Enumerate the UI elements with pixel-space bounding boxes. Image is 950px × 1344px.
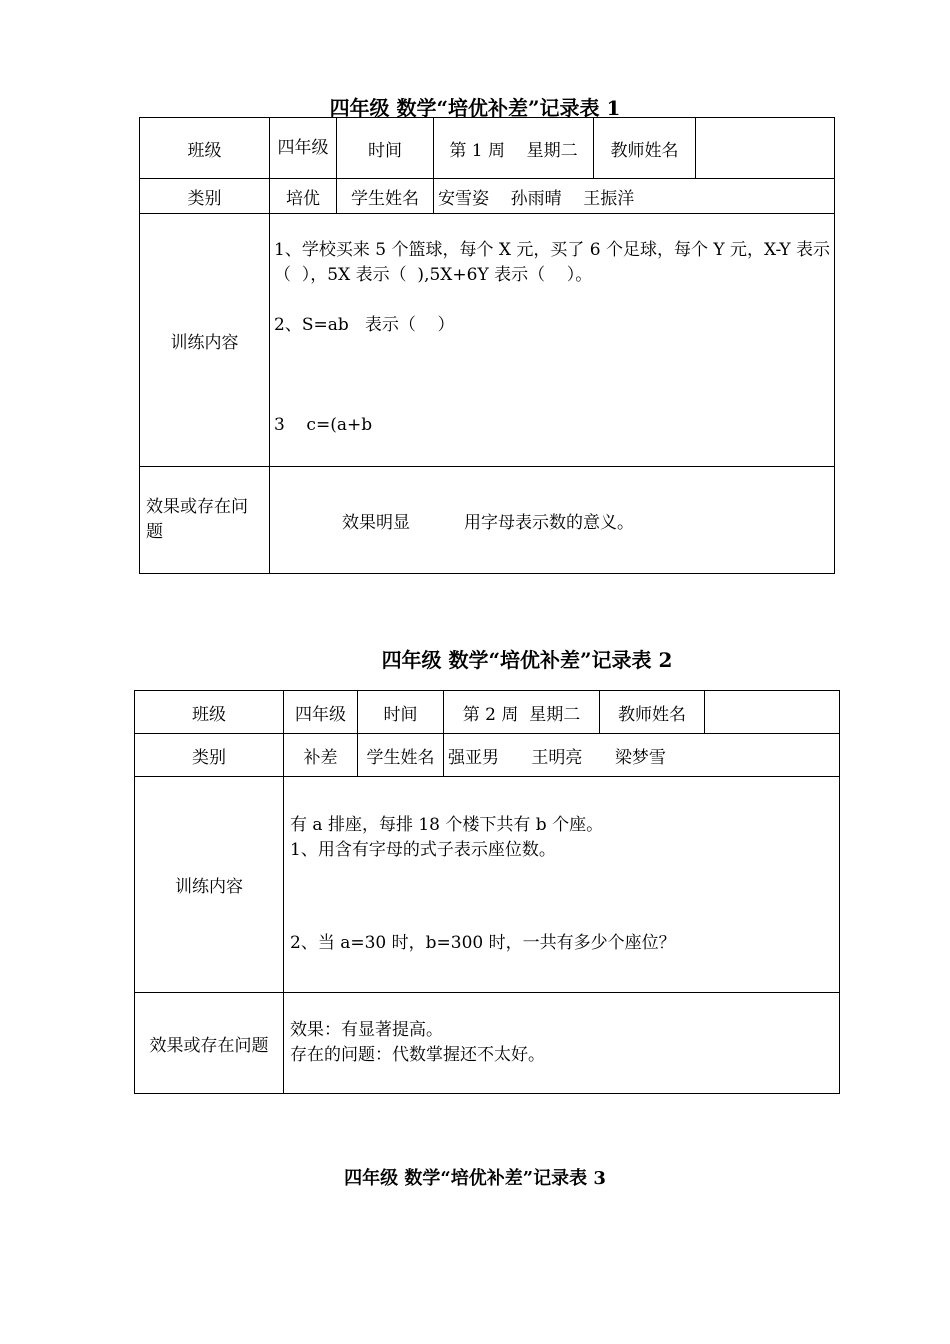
form1-title: 四年级 数学“培优补差”记录表 1 bbox=[329, 96, 621, 120]
form2-title: 四年级 数学“培优补差”记录表 2 bbox=[381, 648, 673, 672]
form2-table bbox=[134, 690, 840, 1094]
form2-training-label: 训练内容 bbox=[135, 777, 284, 993]
form1-category-value: 培优 bbox=[270, 179, 337, 214]
form2-training-intro: 有 a 排座，每排 18 个楼下共有 b 个座。 bbox=[290, 815, 604, 835]
form1-training-item2: 2、S=ab 表示（ ） bbox=[274, 315, 455, 335]
form1-student-label: 学生姓名 bbox=[337, 179, 434, 214]
form1-training-content bbox=[270, 214, 835, 467]
form1-effect-label: 效果或存在问题 bbox=[140, 467, 270, 574]
form1-time-value: 第 1 周 星期二 bbox=[434, 118, 594, 179]
form2-time-label: 时间 bbox=[358, 691, 444, 734]
form2-teacher-value bbox=[705, 691, 840, 734]
form2-training-item2: 2、当 a=30 时，b=300 时，一共有多少个座位？ bbox=[290, 933, 676, 953]
form2-class-label: 班级 bbox=[135, 691, 284, 734]
form2-student-label: 学生姓名 bbox=[358, 734, 444, 777]
form1-category-label: 类别 bbox=[140, 179, 270, 214]
form1-teacher-value bbox=[696, 118, 835, 179]
form1-students: 安雪姿 孙雨晴 王振洋 bbox=[434, 179, 835, 214]
form2-effect-label: 效果或存在问题 bbox=[135, 993, 284, 1094]
form2-category-label: 类别 bbox=[135, 734, 284, 777]
form2-teacher-label: 教师姓名 bbox=[600, 691, 705, 734]
form1-training-label: 训练内容 bbox=[140, 214, 270, 467]
form3-title: 四年级 数学“培优补差”记录表 3 bbox=[344, 1168, 606, 1189]
form2-training-item1: 1、用含有字母的式子表示座位数。 bbox=[290, 840, 556, 860]
form2-grade-value: 四年级 bbox=[284, 691, 358, 734]
form1-effect-value: 效果明显 用字母表示数的意义。 bbox=[270, 467, 835, 574]
form2-students: 强亚男 王明亮 梁梦雪 bbox=[444, 734, 840, 777]
form1-teacher-label: 教师姓名 bbox=[594, 118, 696, 179]
form2-time-value: 第 2 周 星期二 bbox=[444, 691, 600, 734]
form1-time-label: 时间 bbox=[337, 118, 434, 179]
form2-training-content bbox=[284, 777, 840, 993]
form1-class-label: 班级 bbox=[140, 118, 270, 179]
form1-training-item1: 1、学校买来 5 个篮球，每个 X 元，买了 6 个足球，每个 Y 元，X-Y 表示（ ），5X 表示（ ),5X+6Y 表示（ ）。 bbox=[274, 240, 831, 285]
form2-effect-content bbox=[284, 993, 840, 1094]
form2-effect-line1: 效果：有显著提高。 bbox=[290, 1020, 443, 1040]
form2-category-value: 补差 bbox=[284, 734, 358, 777]
form1-grade-value: 四年级 bbox=[270, 118, 337, 179]
form1-table bbox=[139, 117, 835, 574]
form2-effect-line2: 存在的问题：代数掌握还不太好。 bbox=[290, 1045, 545, 1065]
form1-training-item3: 3 c=(a+b bbox=[274, 415, 373, 435]
